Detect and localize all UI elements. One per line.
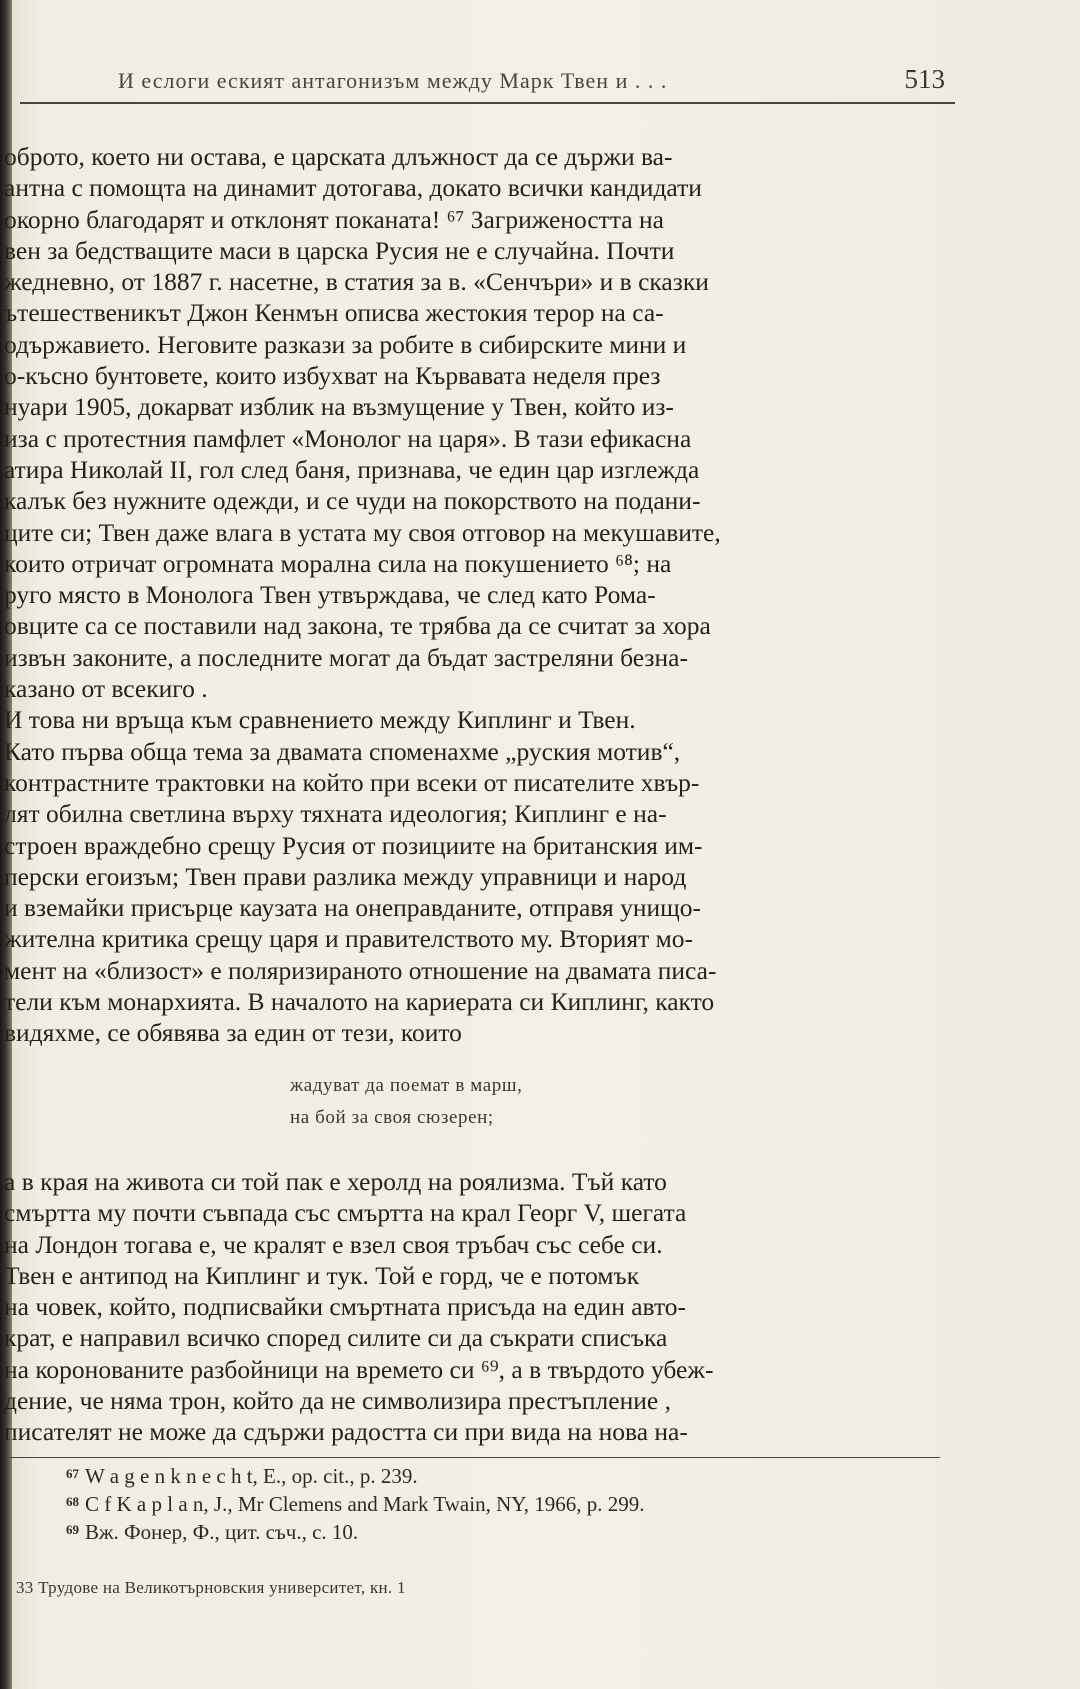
text-line: които отричат огромната морална сила на покушението ⁶⁸; на [4,548,672,578]
verse-line: жадуват да поемат в марш, [290,1075,523,1096]
text-line: иза с протестния памфлет «Монолог на царя». В тази ефикасна [4,423,692,453]
footnote-divider [8,1457,940,1458]
text-line: строен враждебно срещу Русия от позициите на британския им- [4,830,703,860]
text-line: нуари 1905, докарват изблик на възмущение у Твен, който из- [4,392,674,422]
running-head [20,62,955,104]
text-line: на коронованите разбойници на времето си ⁶⁹, а в твърдото убеж- [4,1354,714,1384]
paragraph-2 [4,704,940,1048]
footnote [66,1488,956,1516]
text-line: лят обилна светлина върху тяхната идеология; Киплинг е на- [4,799,667,829]
text-line: на Лондон тогава е, че кралят е взел своя тръбач със себе си. [4,1229,663,1259]
footnote [66,1516,956,1544]
paragraph-3 [4,1166,940,1448]
text-line: писателят не може да сдържи радостта си при вида на нова на- [4,1417,688,1447]
text-line: извън законите, а последните могат да бъдат застреляни безна- [4,642,688,672]
text-line: вен за бедстващите маси в царска Русия не е случайна. Почти [4,235,675,265]
text-line: тели към монархията. В началото на кариерата си Киплинг, както [4,987,715,1017]
main-text-top [4,141,940,1049]
text-line: жедневно, от 1887 г. насетне, в статия за в. «Сенчъри» и в сказки [4,267,709,297]
text-line: мент на «близост» е поляризираното отношение на двамата писа- [4,955,717,985]
text-line: видяхме, се обявява за един от тези, които [4,1018,462,1048]
printer-sheet-mark: 33 Трудове на Великотърновския университет, кн. 1 [16,1578,406,1597]
text-line: на човек, който, подписвайки смъртната присъда на един авто- [4,1292,686,1322]
footnote [66,1460,956,1488]
text-line: одържавието. Неговите разкази за робите в сибирските мини и [4,329,687,359]
text-line: крат, е направил всичко според силите си да съкрати списъка [4,1323,668,1353]
footnote-number: 67 [66,1466,79,1481]
footnote-number: 68 [66,1494,79,1509]
text-line: окорно благодарят и отклонят поканата! ⁶⁷ Загрижеността на [4,204,664,234]
text-line: калък без нужните одежди, и се чуди на покорството на подани- [4,486,701,516]
text-line: казано от всекиго . [4,674,208,704]
text-line: смъртта му почти съвпада със смъртта на крал Георг V, шегата [4,1198,687,1228]
text-line: И това ни връща към сравнението между Киплинг и Твен. [4,705,636,735]
main-text-bottom [4,1166,940,1448]
text-line: Като първа обща тема за двамата споменахме „руския мотив“, [4,736,681,766]
page-number: 513 [904,64,945,94]
text-line: дение, че няма трон, който да не символизира престъпление , [4,1386,671,1416]
text-line: Твен е антипод на Киплинг и тук. Той е горд, че е потомък [4,1260,640,1290]
text-line: о-късно бунтовете, които избухват на Кървавата неделя през [4,361,661,391]
text-line: ците си; Твен даже влага в устата му своя отговор на мекушавите, [4,517,721,547]
footnote-text: W a g e n k n e c h t, E., op. cit., p. 239. [85,1464,418,1488]
verse-line: на бой за своя сюзерен; [290,1107,494,1128]
text-line: жителна критика срещу царя и правителството му. Вторият мо- [4,924,693,954]
text-line: руго място в Монолога Твен утвърждава, че след като Рома- [4,580,656,610]
paragraph-1 [4,141,940,704]
footnotes [66,1460,956,1544]
text-line: контрастните трактовки на който при всеки от писателите хвър- [4,767,700,797]
text-line: антна с помощта на динамит дотогава, докато всички кандидати [4,173,702,203]
text-line: оброто, което ни остава, е царската длъжност да се държи ва- [4,142,673,171]
text-line: ътешественикът Джон Кенмън описва жестокия терор на са- [4,298,664,328]
footnote-text: Вж. Фонер, Ф., цит. съч., с. 10. [85,1520,359,1544]
footnote-text: C f K a p l a n, J., Mr Clemens and Mark Twain, NY, 1966, p. 299. [85,1492,645,1516]
running-head-title: И еслоги еският антагонизъм между Марк Твен и . . . [118,68,668,93]
text-line: перски егоизъм; Твен прави разлика между управници и народ [4,861,687,891]
text-line: и вземайки присърце каузата на онеправданите, отправя унищо- [4,893,702,923]
text-line: атира Николай II, гол след баня, признава, че един цар изглежда [4,454,700,484]
footnote-number: 69 [66,1522,79,1537]
text-line: а в края на живота си той пак е херолд на роялизма. Тъй като [4,1167,667,1196]
text-line: овците са се поставили над закона, те трябва да се считат за хора [4,611,711,641]
verse-quotation [290,1070,522,1134]
